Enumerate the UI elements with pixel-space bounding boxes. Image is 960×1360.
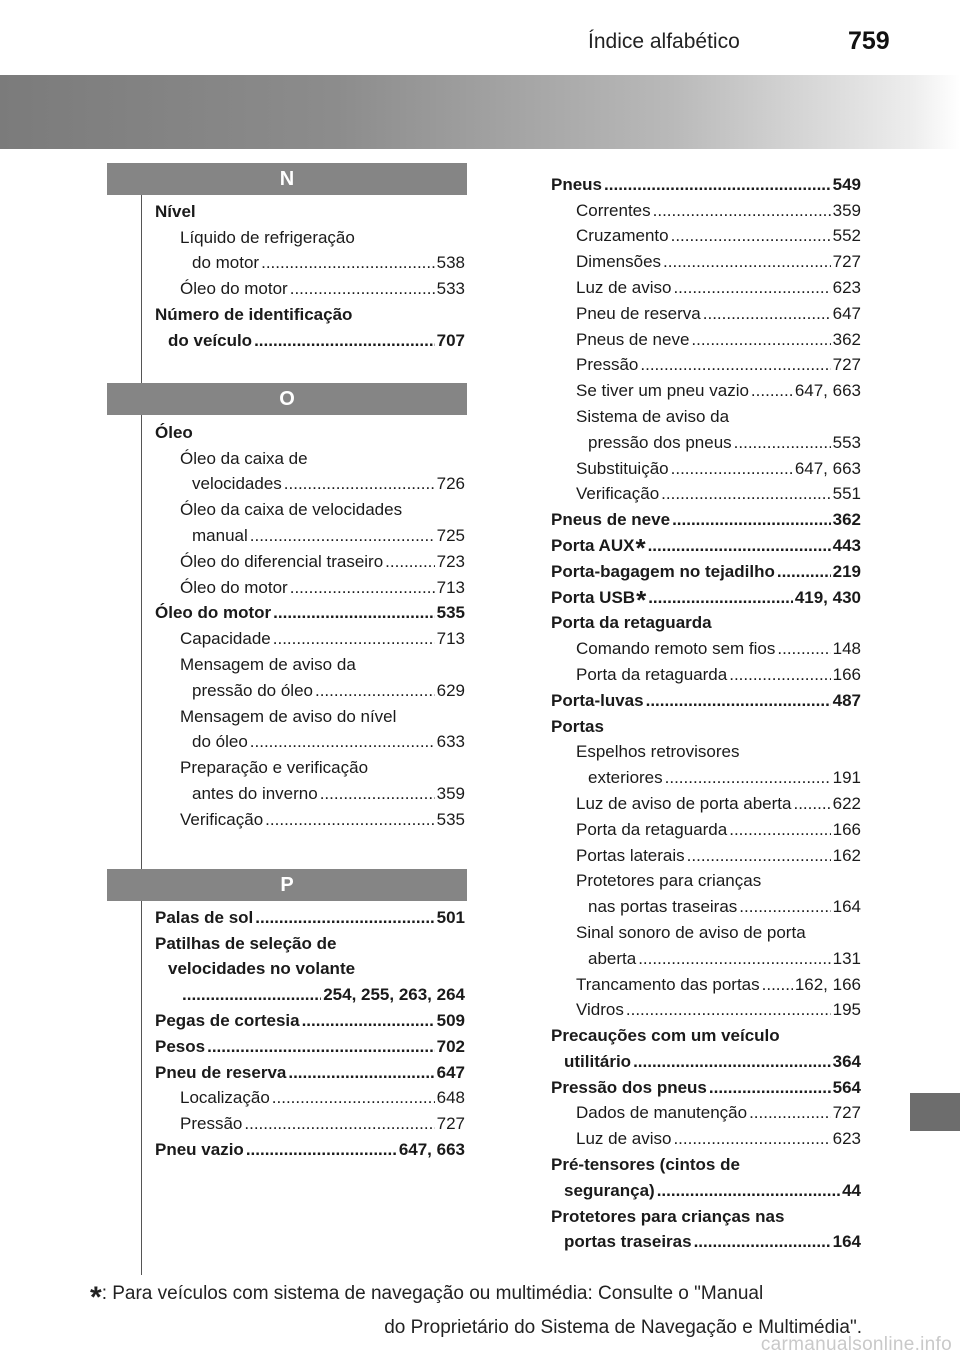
index-entry: [155, 676, 465, 702]
index-entry: [155, 779, 465, 805]
index-entry: [155, 495, 465, 521]
index-entry-page: 713: [436, 577, 465, 597]
index-entry: [551, 1228, 861, 1254]
index-entry-label: Luz de aviso: [576, 277, 672, 297]
index-entry: [155, 573, 465, 599]
dot-leader: [648, 535, 831, 557]
page-header-title: Índice alfabético: [588, 30, 740, 53]
index-entry-page: 647: [832, 303, 861, 323]
index-list-right-column: [551, 170, 861, 1253]
index-entry-label: Localização: [180, 1088, 270, 1108]
index-entry: [551, 454, 861, 480]
index-entry-label: Líquido de refrigeração: [180, 227, 355, 247]
footnote-line-2: do Proprietário do Sistema de Navegação e Multimédia".: [384, 1317, 862, 1338]
dot-leader: [749, 1102, 831, 1124]
index-entry-page: 723: [436, 551, 465, 571]
index-entry-label: Luz de aviso: [576, 1129, 672, 1149]
index-entry-label: pressão dos pneus: [588, 432, 732, 452]
index-entry: [155, 1135, 465, 1161]
index-entry: [551, 789, 861, 815]
dot-leader: [244, 1113, 434, 1135]
index-entry: [551, 841, 861, 867]
index-entry: [155, 444, 465, 470]
index-entry-label: velocidades no volante: [168, 959, 356, 979]
index-entry-page: 362: [832, 329, 861, 349]
index-list-o: [155, 418, 465, 831]
index-entry: [551, 480, 861, 506]
dot-leader: [633, 1051, 831, 1073]
dot-leader: [673, 1128, 830, 1150]
dot-leader: [265, 809, 434, 831]
index-entry: [551, 325, 861, 351]
footnote-star-marker: *: [635, 532, 646, 563]
index-entry-label: Óleo do motor: [155, 603, 272, 623]
index-entry-page: 727: [436, 1114, 465, 1134]
index-entry-page: 219: [832, 561, 861, 581]
index-entry-page: 162: [832, 845, 861, 865]
index-entry-label: Cruzamento: [576, 226, 669, 246]
index-entry-label: Nível: [155, 201, 196, 221]
index-entry: [551, 609, 861, 635]
index-entry: [155, 929, 465, 955]
dot-leader: [751, 380, 793, 402]
index-entry-page: 533: [436, 279, 465, 299]
index-entry-label: Substituição: [576, 458, 669, 478]
index-entry-label: Capacidade: [180, 629, 271, 649]
index-entry-page: 564: [832, 1077, 861, 1097]
index-entry-label: do óleo: [192, 732, 248, 752]
index-entry: [551, 763, 861, 789]
index-entry-page: 535: [436, 603, 465, 623]
index-entry-label: Sinal sonoro de aviso de porta: [576, 922, 806, 942]
index-list-p: [155, 903, 465, 1161]
index-entry-page: 131: [832, 948, 861, 968]
dot-leader: [646, 690, 831, 712]
index-entry-label: Pesos: [155, 1036, 206, 1056]
index-entry-page: 164: [832, 1232, 861, 1252]
index-entry-label: Portas laterais: [576, 845, 685, 865]
index-entry: [155, 1006, 465, 1032]
dot-leader: [671, 225, 831, 247]
index-entry-page: 362: [832, 510, 861, 530]
index-entry-page: 552: [832, 226, 861, 246]
index-entry-page: 359: [436, 783, 465, 803]
index-entry: [551, 299, 861, 325]
index-entry-label: Luz de aviso de porta aberta: [576, 793, 792, 813]
dot-leader: [290, 278, 435, 300]
dot-leader: [250, 525, 435, 547]
index-entry: [155, 650, 465, 676]
index-entry-page: 648: [436, 1088, 465, 1108]
index-entry-label: Sistema de aviso da: [576, 406, 730, 426]
index-entry-label: exteriores: [588, 768, 663, 788]
index-entry: [551, 712, 861, 738]
index-entry: [551, 557, 861, 583]
index-entry-label: Pressão: [180, 1114, 243, 1134]
index-entry-page: 535: [436, 809, 465, 829]
index-entry-label: Óleo da caixa de velocidades: [180, 500, 403, 520]
index-entry: [155, 470, 465, 496]
index-entry-label: Pneu de reserva: [576, 303, 701, 323]
index-entry-page: 647, 663: [794, 458, 861, 478]
index-entry-label: Óleo da caixa de: [180, 448, 308, 468]
index-entry-label: Porta AUX: [551, 535, 635, 555]
index-entry-page: 195: [832, 1000, 861, 1020]
dot-leader: [777, 638, 830, 660]
dot-leader: [640, 354, 830, 376]
page-number: 759: [848, 27, 890, 55]
index-entry-label: Patilhas de seleção de: [155, 933, 337, 953]
index-entry-label: Porta-luvas: [551, 690, 644, 710]
index-entry-page: 623: [832, 1129, 861, 1149]
index-entry-page: 622: [832, 793, 861, 813]
dot-leader: [703, 303, 831, 325]
dot-leader: [653, 200, 831, 222]
dot-leader: [302, 1010, 435, 1032]
index-entry-label: Óleo: [155, 422, 193, 442]
index-entry-page: 713: [436, 629, 465, 649]
dot-leader: [663, 251, 831, 273]
dot-leader: [284, 473, 435, 495]
dot-leader: [657, 1180, 840, 1202]
index-entry: [155, 249, 465, 275]
index-entry: [551, 1202, 861, 1228]
dot-leader: [762, 974, 793, 996]
index-entry-label: Pressão: [576, 355, 639, 375]
index-entry: [155, 624, 465, 650]
index-entry: [155, 521, 465, 547]
dot-leader: [665, 767, 831, 789]
index-entry-label: Pneus de neve: [576, 329, 690, 349]
index-entry: [155, 728, 465, 754]
index-entry-label: Verificação: [180, 809, 264, 829]
index-entry: [551, 222, 861, 248]
dot-leader: [254, 330, 435, 352]
index-entry-label: Pneu vazio: [155, 1139, 244, 1159]
index-entry-page: 487: [832, 690, 861, 710]
index-entry-page: 364: [832, 1051, 861, 1071]
index-entry-label: Óleo do motor: [180, 279, 288, 299]
index-entry-label: Porta da retaguarda: [576, 664, 728, 684]
index-entry: [551, 996, 861, 1022]
index-entry-label: Protetores para crianças: [576, 871, 762, 891]
index-entry-label: velocidades: [192, 474, 282, 494]
index-entry: [551, 660, 861, 686]
index-entry: [551, 583, 861, 615]
index-entry-page: 727: [832, 355, 861, 375]
dot-leader: [672, 509, 831, 531]
index-entry-label: Precauções com um veículo: [551, 1026, 780, 1046]
footnote-star-marker: *: [636, 584, 647, 615]
index-entry: [155, 223, 465, 249]
index-entry-page: 501: [436, 907, 465, 927]
dot-leader: [729, 819, 830, 841]
dot-leader: [288, 1062, 434, 1084]
index-entry: [551, 944, 861, 970]
dot-leader: [604, 174, 831, 196]
index-entry-page: 419, 430: [794, 587, 861, 607]
index-entry-page: 443: [832, 535, 861, 555]
index-entry-page: 509: [436, 1010, 465, 1030]
index-entry: [551, 867, 861, 893]
index-entry-label: Número de identificação: [155, 304, 353, 324]
index-entry-page: 727: [832, 252, 861, 272]
dot-leader: [246, 1139, 397, 1161]
dot-leader: [739, 896, 830, 918]
chapter-tab: [910, 1093, 960, 1131]
index-entry-label: manual: [192, 525, 248, 545]
index-entry: [155, 955, 465, 981]
index-entry-label: pressão do óleo: [192, 680, 313, 700]
index-entry: [155, 300, 465, 326]
footnote-line-1: : Para veículos com sistema de navegação ou multimédia: Consulte o "Manual: [101, 1283, 764, 1304]
index-entry-page: 553: [832, 432, 861, 452]
index-entry-page: 647: [436, 1062, 465, 1082]
dot-leader: [385, 551, 434, 573]
dot-leader: [694, 1231, 831, 1253]
index-entry-label: Dimensões: [576, 252, 662, 272]
index-entry-page: 44: [842, 1180, 861, 1200]
index-entry: [551, 273, 861, 299]
index-entry-label: do veículo: [168, 330, 253, 350]
dot-leader: [648, 587, 793, 609]
index-entry-label: Porta da retaguarda: [576, 819, 728, 839]
dot-leader: [290, 577, 435, 599]
index-entry: [551, 1047, 861, 1073]
index-entry: [551, 505, 861, 531]
index-entry: [551, 1099, 861, 1125]
index-entry: [155, 197, 465, 223]
index-entry: [155, 274, 465, 300]
index-entry-label: Mensagem de aviso do nível: [180, 706, 397, 726]
index-entry-label: antes do inverno: [192, 783, 318, 803]
dot-leader: [273, 602, 434, 624]
footnote: [90, 1273, 862, 1345]
index-entry-label: Pressão dos pneus: [551, 1077, 707, 1097]
index-entry: [155, 980, 465, 1006]
index-entry: [551, 634, 861, 660]
index-entry-label: Portas: [551, 716, 604, 736]
index-entry-label: Pneus de neve: [551, 510, 671, 530]
index-entry-page: 164: [832, 897, 861, 917]
index-entry: [155, 903, 465, 929]
index-entry-page: 148: [832, 639, 861, 659]
index-list-n: [155, 197, 465, 352]
section-header-p: P: [107, 869, 467, 901]
index-entry-label: do motor: [192, 253, 260, 273]
index-entry-label: Pegas de cortesia: [155, 1010, 300, 1030]
index-entry-page: 549: [832, 174, 861, 194]
index-entry-label: Pneu de reserva: [155, 1062, 287, 1082]
dot-leader: [673, 277, 830, 299]
dot-leader: [793, 793, 830, 815]
index-entry-label: Trancamento das portas: [576, 974, 760, 994]
index-entry-page: 647, 663: [398, 1139, 465, 1159]
index-entry: [155, 1109, 465, 1135]
index-entry-label: Pneus: [551, 174, 603, 194]
section-header-n: N: [107, 163, 467, 195]
index-entry-label: Mensagem de aviso da: [180, 654, 356, 674]
dot-leader: [320, 783, 435, 805]
index-entry-label: Óleo do diferencial traseiro: [180, 551, 384, 571]
index-entry: [155, 599, 465, 625]
index-entry-label: nas portas traseiras: [588, 897, 738, 917]
index-entry: [551, 196, 861, 222]
dot-leader: [626, 999, 831, 1021]
index-entry-label: Protetores para crianças nas: [551, 1206, 785, 1226]
index-entry: [551, 531, 861, 563]
dot-leader: [661, 483, 830, 505]
index-entry-page: 726: [436, 474, 465, 494]
index-entry: [155, 326, 465, 352]
index-entry-label: segurança): [564, 1180, 655, 1200]
index-entry-label: utilitário: [564, 1051, 632, 1071]
index-entry-page: 359: [832, 200, 861, 220]
index-entry-label: Correntes: [576, 200, 651, 220]
dot-leader: [207, 1036, 435, 1058]
index-entry-page: 191: [832, 768, 861, 788]
index-entry-page: 725: [436, 525, 465, 545]
index-entry-label: Porta da retaguarda: [551, 613, 712, 633]
watermark-text: carmanualsonline.info: [760, 1334, 952, 1355]
index-entry: [551, 1021, 861, 1047]
index-entry-page: 702: [436, 1036, 465, 1056]
index-entry-label: Porta USB: [551, 587, 636, 607]
index-entry: [551, 892, 861, 918]
index-entry-label: Óleo do motor: [180, 577, 288, 597]
index-entry-page: 162, 166: [794, 974, 861, 994]
index-entry: [155, 753, 465, 779]
dot-leader: [182, 984, 321, 1006]
footnote-marker: *: [90, 1281, 102, 1314]
index-entry: [551, 686, 861, 712]
index-entry-label: Verificação: [576, 484, 660, 504]
header-gradient-band: [0, 75, 960, 149]
dot-leader: [250, 731, 435, 753]
index-entry: [551, 351, 861, 377]
dot-leader: [691, 329, 830, 351]
index-entry: [155, 547, 465, 573]
index-entry-label: Se tiver um pneu vazio: [576, 381, 749, 401]
index-entry: [551, 815, 861, 841]
index-entry-label: aberta: [588, 948, 637, 968]
index-entry-page: 623: [832, 277, 861, 297]
index-entry-label: Pré-tensores (cintos de: [551, 1155, 740, 1175]
index-entry-page: 647, 663: [794, 381, 861, 401]
dot-leader: [777, 561, 831, 583]
dot-leader: [638, 948, 830, 970]
dot-leader: [734, 432, 831, 454]
index-entry-page: 166: [832, 819, 861, 839]
index-entry: [551, 376, 861, 402]
dot-leader: [709, 1077, 831, 1099]
index-entry-label: Palas de sol: [155, 907, 254, 927]
index-entry: [551, 918, 861, 944]
section-header-o: O: [107, 383, 467, 415]
index-entry: [155, 702, 465, 728]
index-entry: [155, 805, 465, 831]
index-entry-label: Porta-bagagem no tejadilho: [551, 561, 775, 581]
index-entry-page: 166: [832, 664, 861, 684]
index-entry-label: Vidros: [576, 1000, 624, 1020]
dot-leader: [671, 458, 793, 480]
dot-leader: [729, 664, 830, 686]
index-entry-page: 538: [436, 253, 465, 273]
index-entry-page: 727: [832, 1103, 861, 1123]
dot-leader: [315, 680, 435, 702]
index-entry: [155, 1032, 465, 1058]
index-entry: [551, 428, 861, 454]
index-entry: [551, 1176, 861, 1202]
index-entry: [551, 970, 861, 996]
index-entry: [155, 1084, 465, 1110]
index-entry-page: 629: [436, 680, 465, 700]
index-entry: [551, 738, 861, 764]
dot-leader: [255, 907, 434, 929]
index-entry: [155, 1058, 465, 1084]
index-entry: [551, 1124, 861, 1150]
index-entry: [551, 1073, 861, 1099]
column-divider: [141, 195, 142, 1275]
index-entry-label: Comando remoto sem fios: [576, 639, 776, 659]
index-entry: [155, 418, 465, 444]
index-entry-page: 551: [832, 484, 861, 504]
dot-leader: [272, 1087, 435, 1109]
index-entry-label: Espelhos retrovisores: [576, 742, 740, 762]
dot-leader: [687, 845, 831, 867]
index-entry: [551, 1150, 861, 1176]
index-entry-page: 707: [436, 330, 465, 350]
index-entry-label: portas traseiras: [564, 1232, 692, 1252]
dot-leader: [273, 628, 435, 650]
index-entry-page: 633: [436, 732, 465, 752]
index-entry-label: Dados de manutenção: [576, 1103, 748, 1123]
index-entry: [551, 170, 861, 196]
index-entry-page: 254, 255, 263, 264: [323, 985, 465, 1005]
index-entry: [551, 402, 861, 428]
dot-leader: [261, 252, 435, 274]
index-entry-label: Preparação e verificação: [180, 758, 369, 778]
index-entry: [551, 247, 861, 273]
